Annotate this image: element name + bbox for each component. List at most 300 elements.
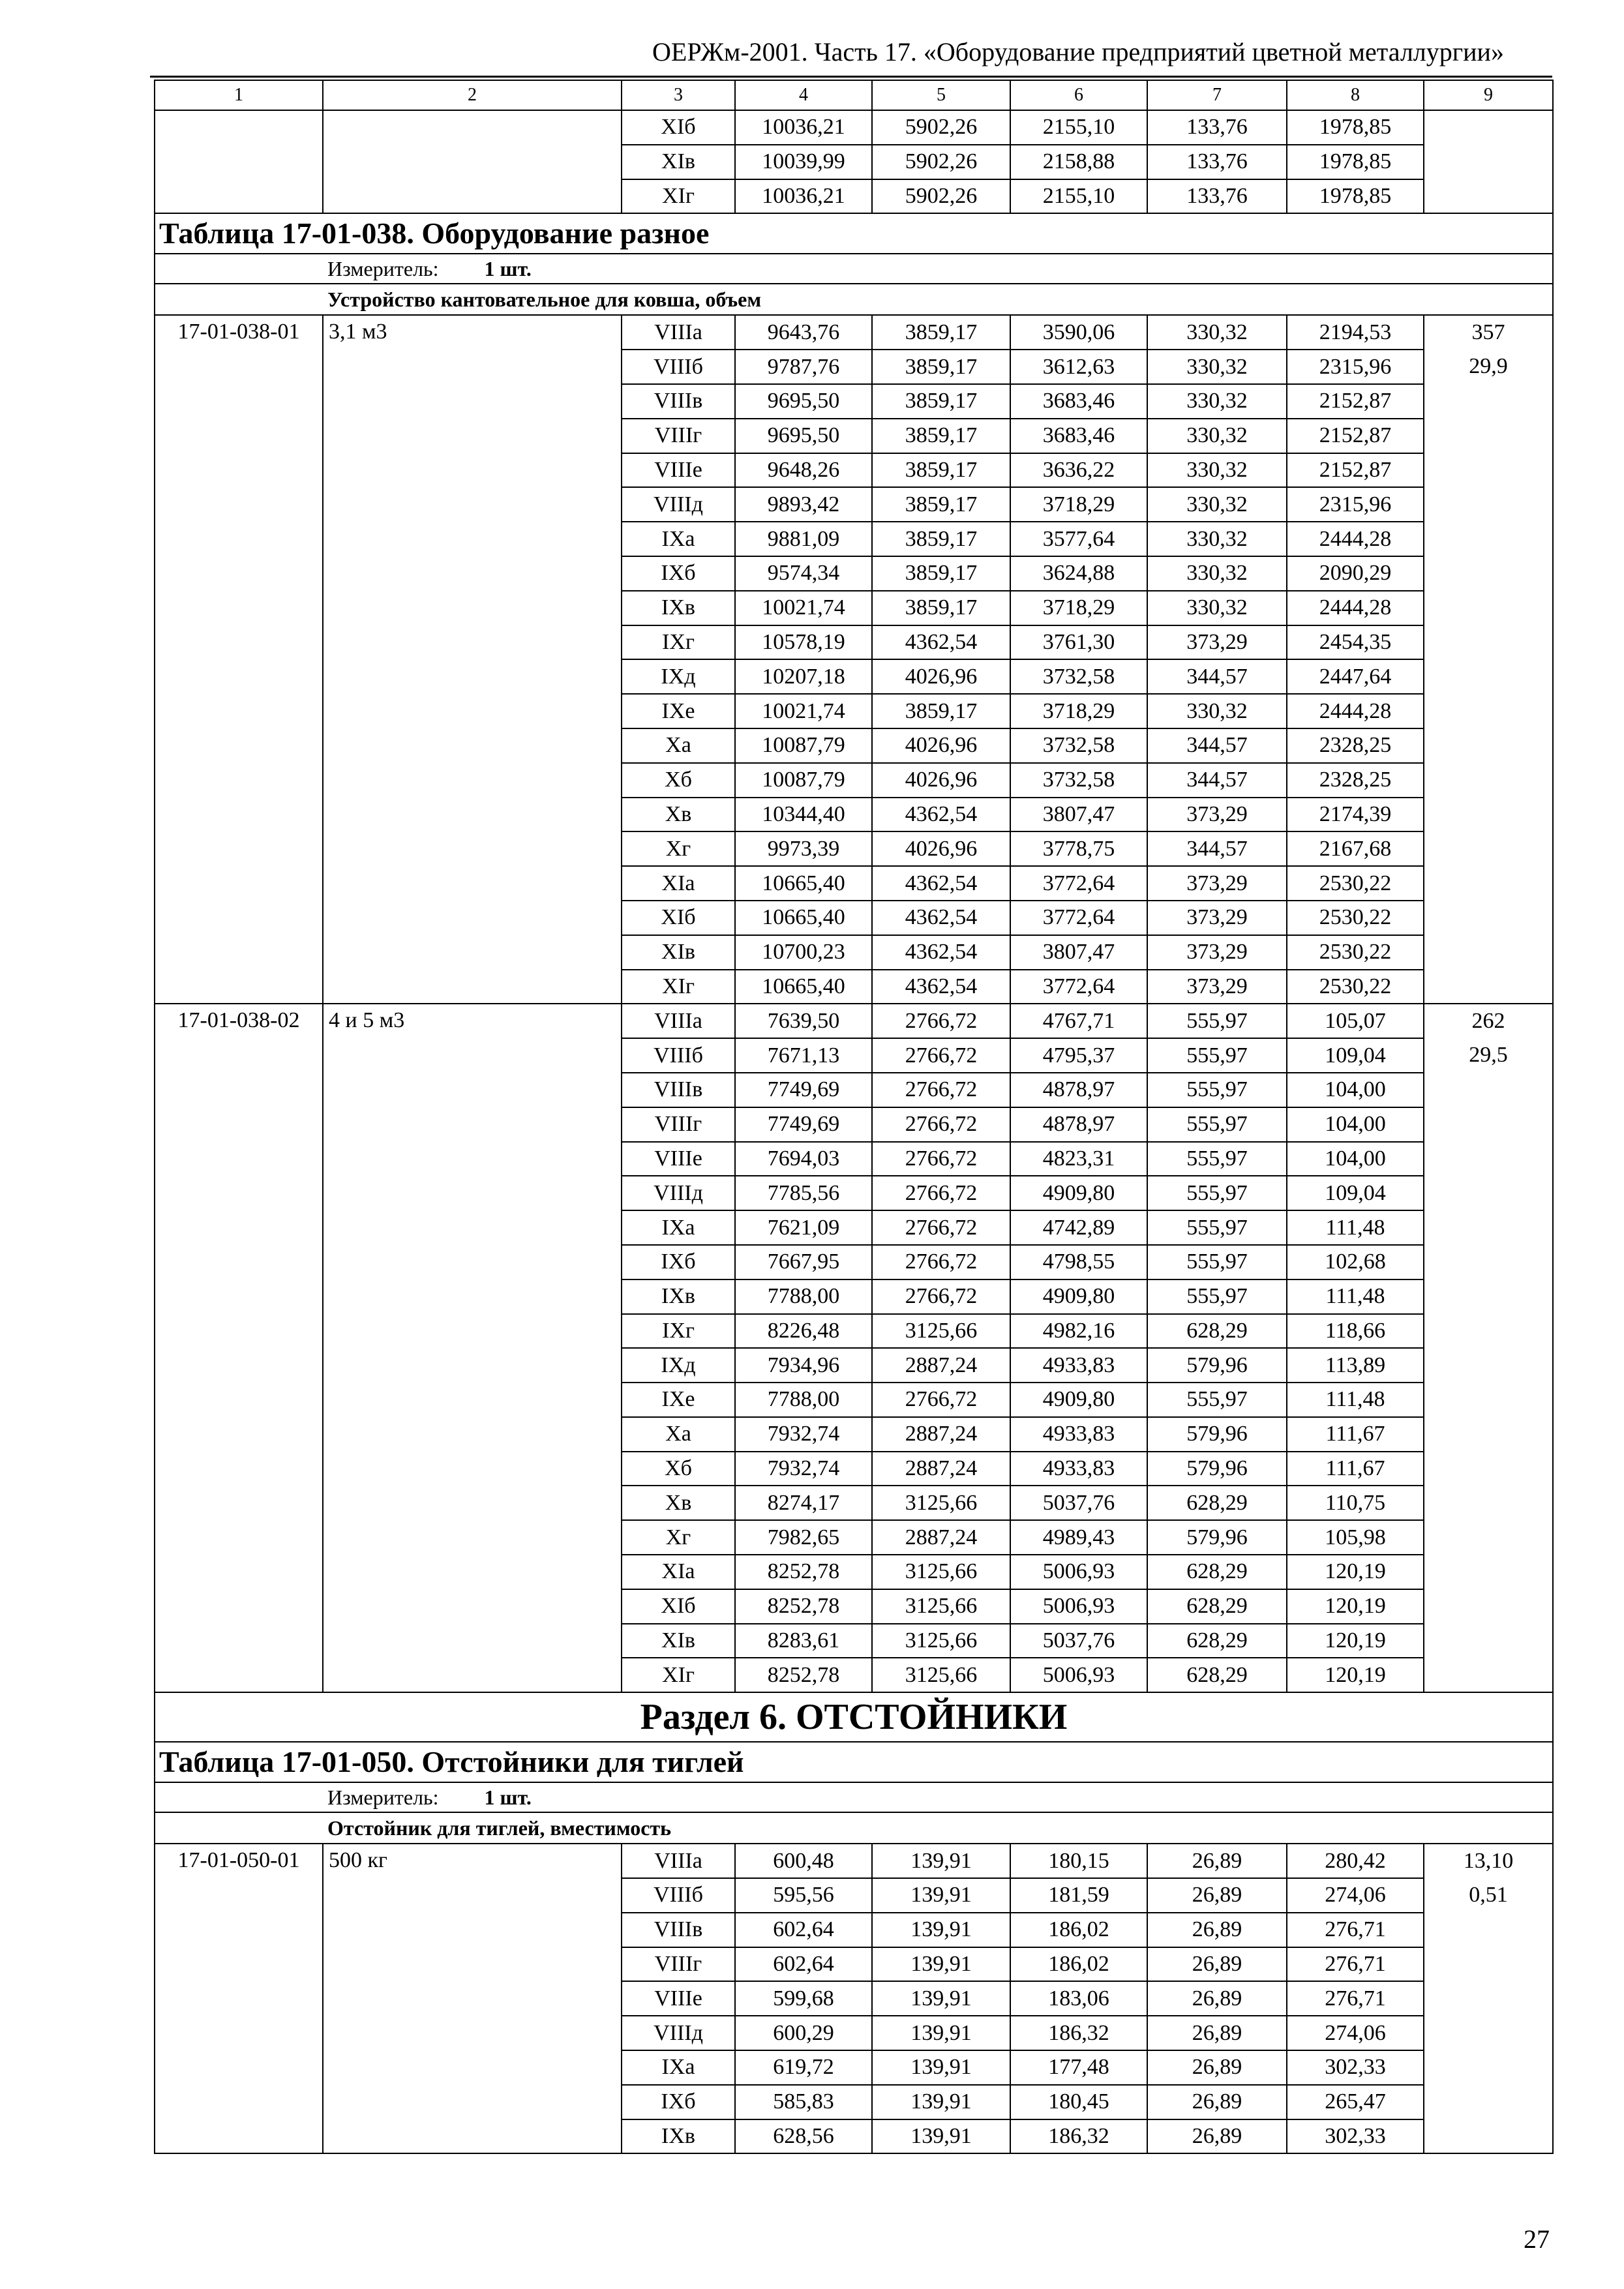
cell-col4: 8252,78 <box>735 1658 872 1692</box>
cell-col6: 5006,93 <box>1010 1658 1147 1692</box>
cell-col8: 1978,85 <box>1287 110 1424 145</box>
cell-col7: 373,29 <box>1147 935 1287 970</box>
cell-col6: 3718,29 <box>1010 694 1147 728</box>
cell-col4: 10087,79 <box>735 728 872 763</box>
column-header-2: 2 <box>323 80 622 110</box>
cell-col8: 265,47 <box>1287 2085 1424 2119</box>
cell-col6: 183,06 <box>1010 1981 1147 2016</box>
cell-col8: 2152,87 <box>1287 384 1424 419</box>
cell-col3: XIв <box>622 145 735 179</box>
cell-col7: 555,97 <box>1147 1176 1287 1210</box>
code-cell: 17-01-038-01 <box>155 315 323 1004</box>
col9-cell <box>1424 110 1553 213</box>
cell-col4: 7785,56 <box>735 1176 872 1210</box>
cell-col7: 579,96 <box>1147 1452 1287 1486</box>
cell-col5: 2766,72 <box>872 1210 1010 1245</box>
cell-col5: 2766,72 <box>872 1383 1010 1417</box>
cell-col5: 4362,54 <box>872 901 1010 935</box>
column-header-4: 4 <box>735 80 872 110</box>
cell-col8: 120,19 <box>1287 1555 1424 1589</box>
cell-col5: 2766,72 <box>872 1245 1010 1279</box>
cell-col3: IXб <box>622 556 735 591</box>
cell-col8: 276,71 <box>1287 1913 1424 1947</box>
cell-col3: VIIIв <box>622 1073 735 1107</box>
cell-col8: 2315,96 <box>1287 487 1424 522</box>
cell-col4: 8226,48 <box>735 1314 872 1349</box>
cell-col6: 3590,06 <box>1010 315 1147 350</box>
cell-col8: 2328,25 <box>1287 763 1424 798</box>
cell-col5: 4362,54 <box>872 625 1010 660</box>
cell-col4: 10665,40 <box>735 866 872 901</box>
cell-col7: 555,97 <box>1147 1279 1287 1314</box>
measure-unit-row <box>155 1782 1553 1812</box>
cell-col5: 3125,66 <box>872 1658 1010 1692</box>
cell-col4: 9893,42 <box>735 487 872 522</box>
cell-col8: 276,71 <box>1287 1981 1424 2016</box>
cell-col7: 330,32 <box>1147 694 1287 728</box>
cell-col5: 139,91 <box>872 1913 1010 1947</box>
cell-col5: 4026,96 <box>872 831 1010 866</box>
cell-col3: VIIIе <box>622 1142 735 1176</box>
cell-col6: 5037,76 <box>1010 1624 1147 1658</box>
cell-col4: 10207,18 <box>735 659 872 694</box>
cell-col3: XIб <box>622 110 735 145</box>
page-header: ОЕРЖм-2001. Часть 17. «Оборудование предприятий цветной металлургии» <box>652 37 1504 67</box>
cell-col4: 10087,79 <box>735 763 872 798</box>
cell-col5: 4026,96 <box>872 763 1010 798</box>
page-number: 27 <box>1524 2224 1550 2254</box>
cell-col3: Xг <box>622 1520 735 1555</box>
cell-col8: 2315,96 <box>1287 350 1424 384</box>
cell-col4: 9695,50 <box>735 419 872 453</box>
cell-col6: 4742,89 <box>1010 1210 1147 1245</box>
cell-col4: 9648,26 <box>735 453 872 488</box>
cell-col6: 3683,46 <box>1010 419 1147 453</box>
cell-col7: 26,89 <box>1147 1947 1287 1982</box>
cell-col8: 2530,22 <box>1287 970 1424 1004</box>
cell-col6: 3807,47 <box>1010 935 1147 970</box>
cell-col3: VIIIд <box>622 1176 735 1210</box>
cell-col8: 111,67 <box>1287 1452 1424 1486</box>
cell-col6: 5006,93 <box>1010 1555 1147 1589</box>
cell-col7: 344,57 <box>1147 728 1287 763</box>
cell-col7: 26,89 <box>1147 1878 1287 1913</box>
cell-col8: 120,19 <box>1287 1658 1424 1692</box>
cell-col4: 10578,19 <box>735 625 872 660</box>
cell-col5: 3859,17 <box>872 556 1010 591</box>
cell-col8: 2174,39 <box>1287 798 1424 832</box>
cell-col8: 1978,85 <box>1287 145 1424 179</box>
cell-col8: 120,19 <box>1287 1624 1424 1658</box>
cell-col7: 133,76 <box>1147 179 1287 214</box>
cell-col5: 4362,54 <box>872 866 1010 901</box>
cell-col4: 7788,00 <box>735 1383 872 1417</box>
cell-col4: 7932,74 <box>735 1417 872 1452</box>
cell-col7: 579,96 <box>1147 1348 1287 1383</box>
cell-col5: 139,91 <box>872 2119 1010 2154</box>
cell-col3: IXа <box>622 1210 735 1245</box>
cell-col3: IXе <box>622 1383 735 1417</box>
header-rule <box>150 76 1552 78</box>
cell-col8: 102,68 <box>1287 1245 1424 1279</box>
cell-col7: 344,57 <box>1147 659 1287 694</box>
cell-col5: 3125,66 <box>872 1589 1010 1624</box>
cell-col5: 3859,17 <box>872 315 1010 350</box>
cell-col8: 302,33 <box>1287 2119 1424 2154</box>
cell-col6: 3761,30 <box>1010 625 1147 660</box>
cell-col3: IXг <box>622 1314 735 1349</box>
cell-col6: 4878,97 <box>1010 1073 1147 1107</box>
cell-col4: 602,64 <box>735 1913 872 1947</box>
cell-col8: 2444,28 <box>1287 591 1424 625</box>
cell-col4: 602,64 <box>735 1947 872 1982</box>
cell-col5: 2887,24 <box>872 1348 1010 1383</box>
cell-col5: 2766,72 <box>872 1038 1010 1073</box>
table-title-row <box>155 213 1553 254</box>
cell-col6: 180,15 <box>1010 1844 1147 1878</box>
cell-col7: 373,29 <box>1147 901 1287 935</box>
cell-col5: 3859,17 <box>872 694 1010 728</box>
cell-col4: 9695,50 <box>735 384 872 419</box>
cell-col3: VIIIд <box>622 2016 735 2050</box>
cell-col7: 555,97 <box>1147 1073 1287 1107</box>
cell-col7: 373,29 <box>1147 970 1287 1004</box>
cell-col5: 2887,24 <box>872 1452 1010 1486</box>
cell-col5: 4026,96 <box>872 659 1010 694</box>
col9-value: 357 <box>1471 320 1505 345</box>
cell-col3: VIIIа <box>622 1004 735 1038</box>
cell-col4: 10665,40 <box>735 970 872 1004</box>
cell-col8: 105,07 <box>1287 1004 1424 1038</box>
cell-col3: VIIIб <box>622 1038 735 1073</box>
col9-value: 29,9 <box>1469 354 1508 379</box>
col9-value: 262 <box>1471 1009 1505 1034</box>
cell-col6: 3636,22 <box>1010 453 1147 488</box>
cell-col7: 330,32 <box>1147 315 1287 350</box>
cell-col4: 600,48 <box>735 1844 872 1878</box>
cell-col3: IXа <box>622 522 735 556</box>
column-header-1: 1 <box>155 80 323 110</box>
cell-col8: 104,00 <box>1287 1073 1424 1107</box>
cell-col3: XIг <box>622 1658 735 1692</box>
cell-col8: 2444,28 <box>1287 522 1424 556</box>
cell-col8: 2152,87 <box>1287 419 1424 453</box>
cell-col6: 5037,76 <box>1010 1486 1147 1520</box>
cell-col6: 180,45 <box>1010 2085 1147 2119</box>
cell-col3: VIIIд <box>622 487 735 522</box>
cell-col3: VIIIе <box>622 1981 735 2016</box>
cell-col4: 10036,21 <box>735 110 872 145</box>
cell-col6: 4933,83 <box>1010 1348 1147 1383</box>
measure-value: 1 шт. <box>484 257 532 281</box>
cell-col5: 139,91 <box>872 2085 1010 2119</box>
cell-col7: 555,97 <box>1147 1383 1287 1417</box>
col9-cell <box>1424 1844 1553 2153</box>
cell-col4: 10344,40 <box>735 798 872 832</box>
cell-col5: 2766,72 <box>872 1107 1010 1142</box>
cell-col3: IXб <box>622 1245 735 1279</box>
cell-col6: 2155,10 <box>1010 110 1147 145</box>
cell-col7: 344,57 <box>1147 831 1287 866</box>
cell-col7: 555,97 <box>1147 1245 1287 1279</box>
name-cell: 3,1 м3 <box>323 315 622 1004</box>
cell-col7: 330,32 <box>1147 384 1287 419</box>
cell-col3: Xв <box>622 798 735 832</box>
cell-col8: 2090,29 <box>1287 556 1424 591</box>
cell-col4: 8252,78 <box>735 1589 872 1624</box>
cell-col5: 3859,17 <box>872 419 1010 453</box>
table-row <box>155 1844 1553 1878</box>
cell-col6: 4823,31 <box>1010 1142 1147 1176</box>
cell-col4: 9787,76 <box>735 350 872 384</box>
cell-col7: 330,32 <box>1147 419 1287 453</box>
cell-col7: 330,32 <box>1147 556 1287 591</box>
cell-col6: 3718,29 <box>1010 591 1147 625</box>
cell-col4: 7621,09 <box>735 1210 872 1245</box>
cell-col7: 26,89 <box>1147 1981 1287 2016</box>
cell-col5: 3125,66 <box>872 1624 1010 1658</box>
cell-col8: 109,04 <box>1287 1038 1424 1073</box>
column-header-6: 6 <box>1010 80 1147 110</box>
cell-col4: 9574,34 <box>735 556 872 591</box>
cell-col7: 579,96 <box>1147 1417 1287 1452</box>
cell-col3: VIIIг <box>622 1947 735 1982</box>
code-cell <box>155 110 323 213</box>
cell-col4: 7934,96 <box>735 1348 872 1383</box>
cell-col3: VIIIе <box>622 453 735 488</box>
cell-col4: 10036,21 <box>735 179 872 214</box>
cell-col3: VIIIб <box>622 350 735 384</box>
cell-col3: XIа <box>622 866 735 901</box>
cell-col8: 111,48 <box>1287 1210 1424 1245</box>
cell-col5: 3859,17 <box>872 522 1010 556</box>
cell-col6: 186,32 <box>1010 2119 1147 2154</box>
cell-col5: 3125,66 <box>872 1486 1010 1520</box>
table-row <box>155 315 1553 350</box>
cell-col7: 628,29 <box>1147 1486 1287 1520</box>
column-header-7: 7 <box>1147 80 1287 110</box>
cell-col4: 7749,69 <box>735 1107 872 1142</box>
cell-col6: 3577,64 <box>1010 522 1147 556</box>
cell-col5: 3125,66 <box>872 1314 1010 1349</box>
cell-col4: 7667,95 <box>735 1245 872 1279</box>
cell-col3: XIв <box>622 1624 735 1658</box>
table-subtitle-row <box>155 284 1553 315</box>
cell-col7: 555,97 <box>1147 1038 1287 1073</box>
cell-col4: 9881,09 <box>735 522 872 556</box>
cell-col8: 302,33 <box>1287 2050 1424 2085</box>
cell-col4: 7982,65 <box>735 1520 872 1555</box>
cell-col3: Xв <box>622 1486 735 1520</box>
cell-col6: 3624,88 <box>1010 556 1147 591</box>
cell-col4: 600,29 <box>735 2016 872 2050</box>
cell-col4: 7639,50 <box>735 1004 872 1038</box>
cell-col7: 555,97 <box>1147 1107 1287 1142</box>
cell-col5: 2766,72 <box>872 1004 1010 1038</box>
cell-col4: 10665,40 <box>735 901 872 935</box>
code-cell: 17-01-050-01 <box>155 1844 323 2153</box>
cell-col5: 139,91 <box>872 1981 1010 2016</box>
cell-col3: Xа <box>622 728 735 763</box>
cell-col3: VIIIа <box>622 1844 735 1878</box>
cell-col3: VIIIа <box>622 315 735 350</box>
price-table <box>154 80 1554 2154</box>
cell-col7: 373,29 <box>1147 798 1287 832</box>
measure-unit-row <box>155 254 1553 284</box>
cell-col8: 2328,25 <box>1287 728 1424 763</box>
cell-col8: 120,19 <box>1287 1589 1424 1624</box>
cell-col4: 8252,78 <box>735 1555 872 1589</box>
cell-col7: 628,29 <box>1147 1658 1287 1692</box>
cell-col7: 330,32 <box>1147 487 1287 522</box>
cell-col7: 628,29 <box>1147 1624 1287 1658</box>
cell-col7: 373,29 <box>1147 866 1287 901</box>
cell-col3: IXд <box>622 1348 735 1383</box>
cell-col4: 7671,13 <box>735 1038 872 1073</box>
cell-col7: 373,29 <box>1147 625 1287 660</box>
cell-col8: 104,00 <box>1287 1107 1424 1142</box>
cell-col5: 3859,17 <box>872 384 1010 419</box>
cell-col7: 555,97 <box>1147 1004 1287 1038</box>
cell-col4: 10021,74 <box>735 591 872 625</box>
cell-col8: 280,42 <box>1287 1844 1424 1878</box>
cell-col3: IXб <box>622 2085 735 2119</box>
cell-col8: 2444,28 <box>1287 694 1424 728</box>
cell-col6: 3732,58 <box>1010 728 1147 763</box>
column-header-9: 9 <box>1424 80 1553 110</box>
table-title: Таблица 17-01-050. Отстойники для тиглей <box>155 1742 1553 1782</box>
cell-col4: 7749,69 <box>735 1073 872 1107</box>
cell-col8: 274,06 <box>1287 1878 1424 1913</box>
cell-col6: 2155,10 <box>1010 179 1147 214</box>
cell-col6: 4982,16 <box>1010 1314 1147 1349</box>
table-subtitle: Устройство кантовательное для ковша, объем <box>155 284 1553 315</box>
cell-col4: 9643,76 <box>735 315 872 350</box>
cell-col3: XIв <box>622 935 735 970</box>
cell-col6: 3772,64 <box>1010 901 1147 935</box>
cell-col8: 2152,87 <box>1287 453 1424 488</box>
cell-col6: 5006,93 <box>1010 1589 1147 1624</box>
cell-col5: 5902,26 <box>872 110 1010 145</box>
cell-col5: 139,91 <box>872 1878 1010 1913</box>
name-cell <box>323 110 622 213</box>
cell-col7: 133,76 <box>1147 110 1287 145</box>
cell-col4: 10700,23 <box>735 935 872 970</box>
cell-col8: 111,48 <box>1287 1279 1424 1314</box>
cell-col4: 9973,39 <box>735 831 872 866</box>
table-subtitle: Отстойник для тиглей, вместимость <box>155 1812 1553 1844</box>
cell-col7: 628,29 <box>1147 1589 1287 1624</box>
cell-col5: 4362,54 <box>872 970 1010 1004</box>
col9-cell <box>1424 1004 1553 1692</box>
cell-col4: 7694,03 <box>735 1142 872 1176</box>
cell-col6: 3683,46 <box>1010 384 1147 419</box>
cell-col5: 2887,24 <box>872 1520 1010 1555</box>
cell-col3: XIг <box>622 179 735 214</box>
cell-col6: 181,59 <box>1010 1878 1147 1913</box>
cell-col6: 4909,80 <box>1010 1176 1147 1210</box>
col9-value: 0,51 <box>1469 1883 1508 1908</box>
cell-col5: 3859,17 <box>872 487 1010 522</box>
measure-label: Измеритель: <box>327 1786 439 1810</box>
cell-col6: 4767,71 <box>1010 1004 1147 1038</box>
cell-col3: VIIIб <box>622 1878 735 1913</box>
code-cell: 17-01-038-02 <box>155 1004 323 1692</box>
cell-col5: 4362,54 <box>872 935 1010 970</box>
cell-col3: IXв <box>622 2119 735 2154</box>
cell-col7: 628,29 <box>1147 1555 1287 1589</box>
measure-label: Измеритель: <box>327 257 439 281</box>
cell-col3: XIг <box>622 970 735 1004</box>
cell-col6: 186,02 <box>1010 1947 1147 1982</box>
cell-col6: 3732,58 <box>1010 763 1147 798</box>
cell-col8: 104,00 <box>1287 1142 1424 1176</box>
cell-col8: 2167,68 <box>1287 831 1424 866</box>
column-header-row <box>155 80 1553 110</box>
cell-col7: 133,76 <box>1147 145 1287 179</box>
cell-col4: 7932,74 <box>735 1452 872 1486</box>
cell-col7: 26,89 <box>1147 1844 1287 1878</box>
cell-col5: 139,91 <box>872 1947 1010 1982</box>
cell-col7: 330,32 <box>1147 350 1287 384</box>
cell-col7: 330,32 <box>1147 453 1287 488</box>
cell-col3: Xа <box>622 1417 735 1452</box>
cell-col6: 3778,75 <box>1010 831 1147 866</box>
cell-col3: IXе <box>622 694 735 728</box>
cell-col5: 3859,17 <box>872 591 1010 625</box>
cell-col8: 110,75 <box>1287 1486 1424 1520</box>
cell-col7: 555,97 <box>1147 1210 1287 1245</box>
cell-col6: 4989,43 <box>1010 1520 1147 1555</box>
measure-unit <box>155 254 1553 284</box>
cell-col7: 628,29 <box>1147 1314 1287 1349</box>
col9-cell <box>1424 315 1553 1004</box>
cell-col8: 111,67 <box>1287 1417 1424 1452</box>
cell-col3: IXг <box>622 625 735 660</box>
cell-col7: 26,89 <box>1147 2016 1287 2050</box>
cell-col6: 3807,47 <box>1010 798 1147 832</box>
cell-col3: VIIIв <box>622 1913 735 1947</box>
cell-col4: 599,68 <box>735 1981 872 2016</box>
col9-value: 13,10 <box>1463 1849 1514 1874</box>
cell-col7: 26,89 <box>1147 2119 1287 2154</box>
cell-col6: 4878,97 <box>1010 1107 1147 1142</box>
cell-col7: 344,57 <box>1147 763 1287 798</box>
table-row <box>155 1004 1553 1038</box>
cell-col6: 4909,80 <box>1010 1279 1147 1314</box>
cell-col4: 7788,00 <box>735 1279 872 1314</box>
cell-col6: 3718,29 <box>1010 487 1147 522</box>
cell-col3: XIб <box>622 901 735 935</box>
cell-col5: 2766,72 <box>872 1176 1010 1210</box>
cell-col8: 1978,85 <box>1287 179 1424 214</box>
cell-col8: 118,66 <box>1287 1314 1424 1349</box>
cell-col5: 5902,26 <box>872 179 1010 214</box>
cell-col5: 3859,17 <box>872 453 1010 488</box>
cell-col3: VIIIг <box>622 419 735 453</box>
cell-col3: IXв <box>622 591 735 625</box>
table-title-row <box>155 1742 1553 1782</box>
cell-col5: 4026,96 <box>872 728 1010 763</box>
cell-col5: 2766,72 <box>872 1142 1010 1176</box>
cell-col4: 10021,74 <box>735 694 872 728</box>
measure-unit <box>155 1782 1553 1812</box>
cell-col8: 2447,64 <box>1287 659 1424 694</box>
cell-col5: 139,91 <box>872 1844 1010 1878</box>
table-title: Таблица 17-01-038. Оборудование разное <box>155 213 1553 254</box>
cell-col3: IXв <box>622 1279 735 1314</box>
cell-col3: XIа <box>622 1555 735 1589</box>
